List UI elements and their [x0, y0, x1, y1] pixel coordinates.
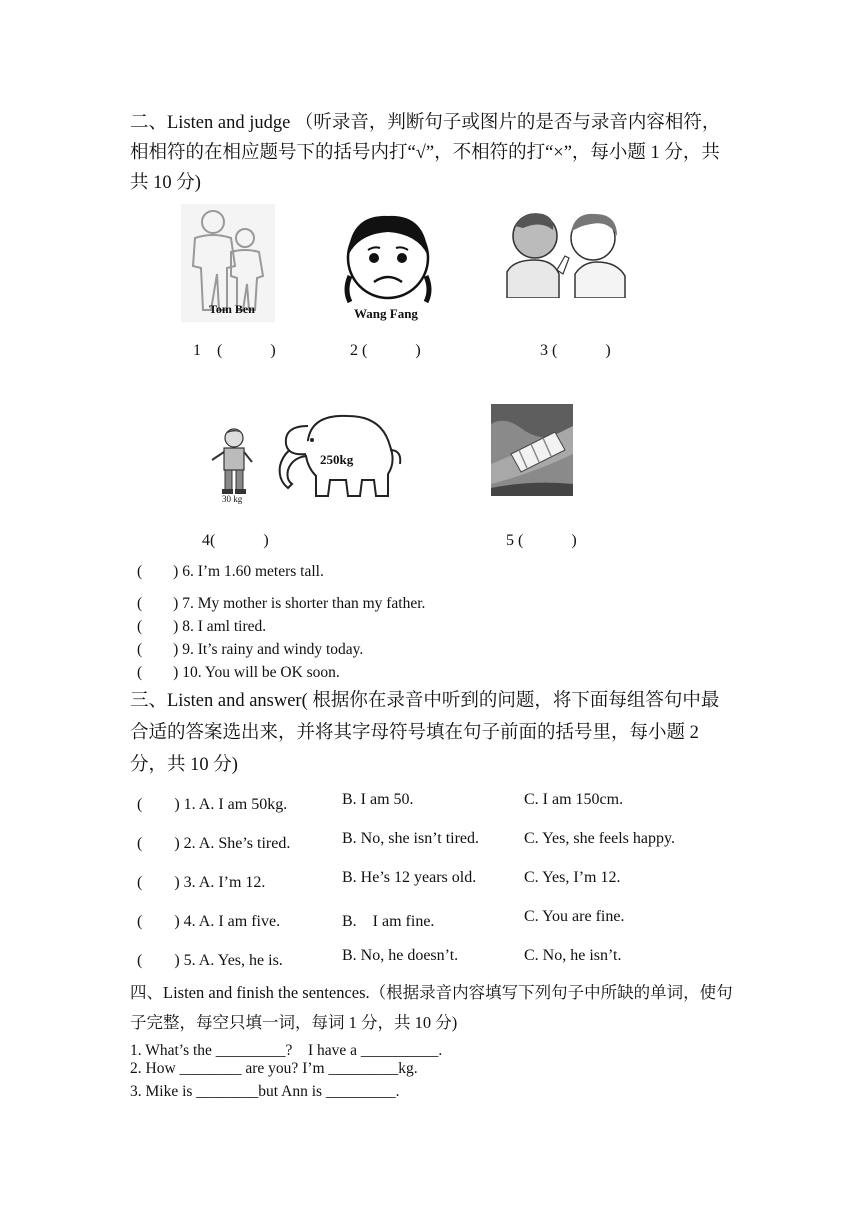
section3-header: 三、Listen and answer( 根据你在录音中听到的问题，将下面每组答句中最合适的答案选出来，并将其字母符号填在句子前面的括号里，每小题 2 分，共 10 分)	[130, 691, 720, 775]
question-option-a: ( ) 5. A. Yes, he is.	[137, 952, 283, 969]
judge-item-4: 4( )	[202, 532, 269, 549]
judge-sentence-7: ( ) 7. My mother is shorter than my father.	[137, 595, 426, 612]
elephant-picture	[278, 410, 406, 502]
question-option-a: ( ) 4. A. I am five.	[137, 913, 281, 930]
boy-picture	[208, 426, 256, 508]
bandaged-arm-picture	[491, 404, 573, 496]
question-option-b: B. I am 50.	[342, 791, 414, 808]
question-option-b: B. No, she isn’t tired.	[342, 830, 480, 847]
fill-line-2: 2. How ________ are you? I’m _________kg.	[130, 1060, 418, 1077]
question-option-a: ( ) 2. A. She’s tired.	[137, 835, 291, 852]
tom-ben-picture	[181, 204, 275, 322]
boy-weight-label: 30 kg	[222, 494, 243, 504]
tom-ben-label: Tom Ben	[209, 302, 255, 316]
fill-line-1: 1. What’s the _________? I have a __________.	[130, 1042, 443, 1059]
judge-sentence-6: ( ) 6. I’m 1.60 meters tall.	[137, 563, 324, 580]
section2-header: 二、Listen and judge （听录音，判断句子或图片的是否与录音内容相符，相相符的在相应题号下的括号内打“√”，不相符的打“×”，每小题 1 分，共共 10 分)	[130, 113, 721, 193]
question-option-c: C. You are fine.	[524, 908, 625, 925]
wang-fang-label: Wang Fang	[354, 306, 418, 321]
question-option-b: B. No, he doesn’t.	[342, 947, 459, 964]
wang-fang-picture	[338, 206, 438, 324]
section4-header: 四、Listen and finish the sentences.（根据录音内容填写下列句子中所缺的单词，使句子完整，每空只填一词，每词 1 分，共 10 分)	[130, 983, 733, 1032]
question-option-a: ( ) 3. A. I’m 12.	[137, 874, 266, 891]
judge-sentence-8: ( ) 8. I aml tired.	[137, 618, 267, 635]
judge-sentence-9: ( ) 9. It’s rainy and windy today.	[137, 641, 364, 658]
question-option-b: B. I am fine.	[342, 913, 435, 930]
fill-line-3: 3. Mike is ________but Ann is _________.	[130, 1083, 400, 1100]
judge-item-1: 1 ( )	[193, 342, 276, 359]
question-option-c: C. I am 150cm.	[524, 791, 624, 808]
question-option-c: C. No, he isn’t.	[524, 947, 622, 964]
judge-item-2: 2 ( )	[350, 342, 421, 359]
question-option-a: ( ) 1. A. I am 50kg.	[137, 796, 288, 813]
question-option-c: C. Yes, she feels happy.	[524, 830, 675, 847]
question-option-b: B. He’s 12 years old.	[342, 869, 477, 886]
elephant-weight-label: 250kg	[320, 452, 354, 467]
judge-item-3: 3 ( )	[540, 342, 611, 359]
two-boys-picture	[501, 204, 629, 298]
judge-item-5: 5 ( )	[506, 532, 577, 549]
judge-sentence-10: ( ) 10. You will be OK soon.	[137, 664, 340, 681]
question-option-c: C. Yes, I’m 12.	[524, 869, 621, 886]
